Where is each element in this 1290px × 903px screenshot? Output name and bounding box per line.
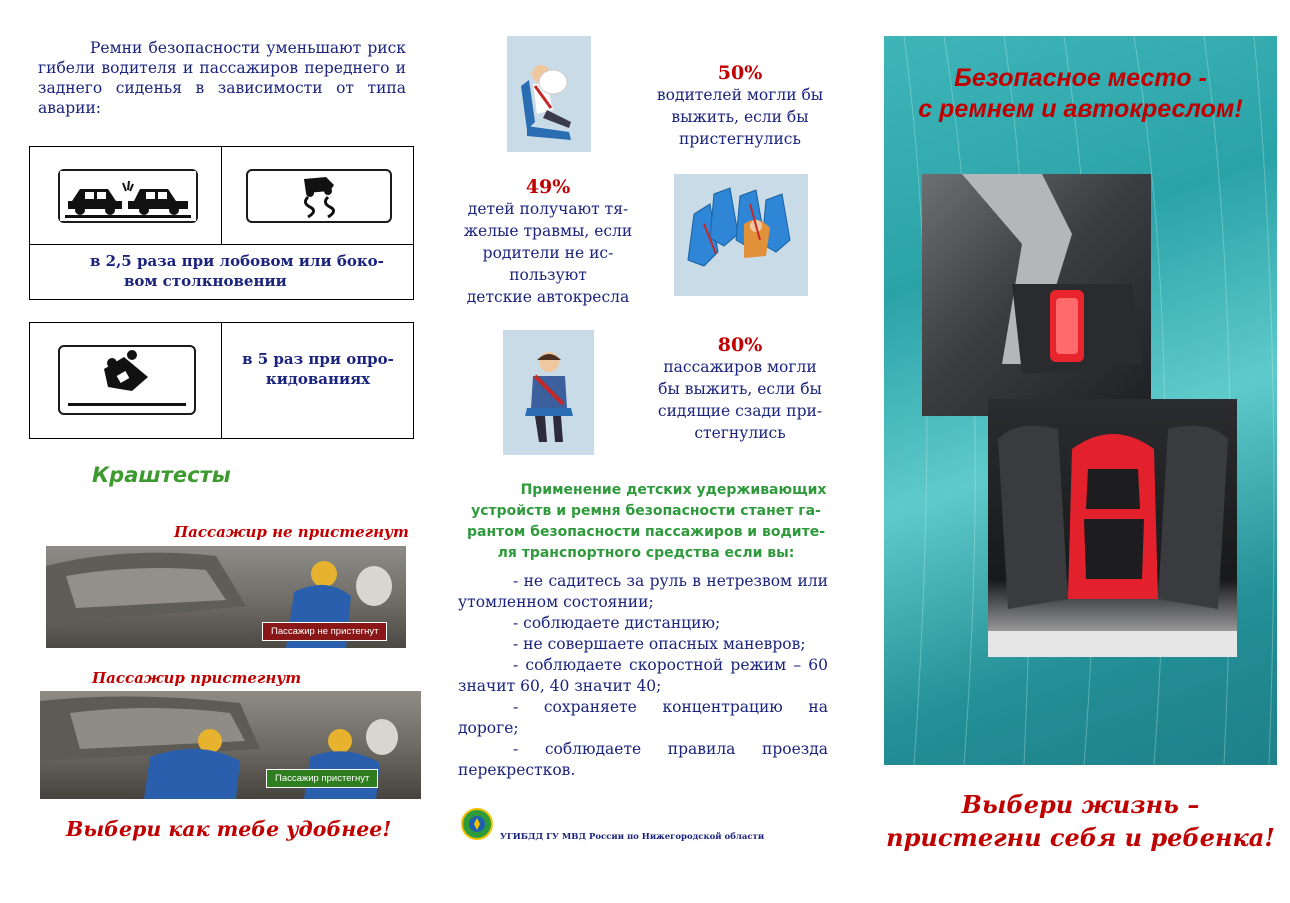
organization-name: УГИБДД ГУ МВД России по Нижегородской области bbox=[500, 832, 765, 842]
rollover-text bbox=[230, 349, 406, 389]
belted-photo-tag: Пассажир пристегнут bbox=[266, 769, 378, 788]
table2-line2: кидованиях bbox=[265, 370, 371, 388]
stat-children-pct: 49% bbox=[525, 176, 571, 198]
cover-title-line1: Безопасное место - bbox=[954, 64, 1207, 92]
belted-caption: Пассажир пристегнут bbox=[92, 669, 302, 687]
intro-text: Ремни безопасности уменьшают риск гибели водителя и пассажиров переднего и заднего сиденья в зависимости от типа аварии: bbox=[38, 39, 406, 117]
child-car-seats-icon bbox=[674, 174, 808, 296]
stat-drivers-line: водителей могли бы bbox=[656, 86, 824, 104]
unbelted-photo-tag: Пассажир не пристегнут bbox=[262, 622, 387, 641]
stat-drivers-line: пристегнулись bbox=[679, 130, 801, 148]
cover-slogan-line2: пристегни себя и ребенка! bbox=[886, 823, 1275, 852]
stat-rear-pct: 80% bbox=[717, 334, 763, 356]
stat-children-line: детские автокресла bbox=[466, 288, 630, 306]
unbelted-crash-photo bbox=[46, 546, 406, 648]
cover-panel bbox=[884, 36, 1277, 765]
skidding-car-sign-icon bbox=[246, 169, 392, 223]
cover-slogan-line1: Выбери жизнь – bbox=[961, 790, 1200, 819]
advice-item: - соблюдаете дистанцию; bbox=[513, 614, 721, 632]
stat-rear-line: стегнулись bbox=[694, 424, 786, 442]
stat-drivers bbox=[640, 62, 840, 150]
stat-children-line: желые травмы, если bbox=[463, 222, 633, 240]
advice-heading bbox=[463, 480, 829, 564]
intro-paragraph bbox=[38, 38, 406, 118]
stat-drivers-pct: 50% bbox=[717, 62, 763, 84]
frontal-collision-text bbox=[90, 251, 410, 291]
stat-rear-line: бы выжить, если бы bbox=[658, 380, 822, 398]
frontal-collision-table bbox=[29, 146, 414, 300]
advice-heading-line: устройств и ремня безопасности станет га- bbox=[471, 503, 821, 519]
advice-item: - не садитесь за руль в нетрезвом или утомленном состоянии; bbox=[458, 572, 828, 611]
advice-item: - сохраняете концентрацию на дороге; bbox=[458, 698, 828, 737]
unbelted-caption: Пассажир не пристегнут bbox=[174, 523, 409, 541]
stat-rear-line: сидящие сзади при- bbox=[657, 402, 823, 420]
stat-children-line: пользуют bbox=[509, 266, 587, 284]
rear-passenger-icon bbox=[503, 330, 594, 455]
stat-rear-line: пассажиров могли bbox=[663, 358, 817, 376]
crashtests-title: Краштесты bbox=[92, 463, 231, 487]
rollover-table bbox=[29, 322, 414, 439]
advice-list bbox=[458, 571, 828, 781]
advice-heading-line: ля транспортного средства если вы: bbox=[497, 545, 795, 561]
seatbelt-buckle-photo bbox=[922, 174, 1151, 416]
advice-item: - соблюдаете скоростной режим – 60 значит 60, 40 значит 40; bbox=[458, 656, 828, 695]
stat-drivers-line: выжить, если бы bbox=[671, 108, 809, 126]
table2-line1: в 5 раз при опро- bbox=[242, 350, 394, 368]
advice-heading-line: Применение детских удерживающих bbox=[520, 482, 827, 498]
cover-title bbox=[884, 63, 1277, 125]
advice-item: - не совершаете опасных маневров; bbox=[513, 635, 806, 653]
table1-line1: в 2,5 раза при лобовом или боко- bbox=[90, 252, 384, 270]
stat-children bbox=[455, 176, 641, 308]
advice-heading-line: рантом безопасности пассажиров и водите- bbox=[467, 524, 825, 540]
rollover-car-sign-icon bbox=[58, 345, 196, 415]
table1-line2: вом столкновении bbox=[124, 272, 287, 290]
stat-children-line: родители не ис- bbox=[482, 244, 614, 262]
belted-crash-photo bbox=[40, 691, 421, 799]
driver-airbag-icon bbox=[507, 36, 591, 152]
cover-slogan bbox=[884, 788, 1277, 854]
child-car-seat-photo bbox=[988, 399, 1237, 657]
choice-slogan: Выбери как тебе удобнее! bbox=[66, 817, 392, 841]
police-emblem-icon bbox=[461, 808, 493, 840]
stat-children-line: детей получают тя- bbox=[467, 200, 629, 218]
cover-title-line2: с ремнем и автокреслом! bbox=[918, 95, 1243, 123]
frontal-collision-sign-icon bbox=[58, 169, 198, 223]
stat-rear-passengers bbox=[640, 334, 840, 444]
advice-item: - соблюдаете правила проезда перекрестков. bbox=[458, 740, 828, 779]
